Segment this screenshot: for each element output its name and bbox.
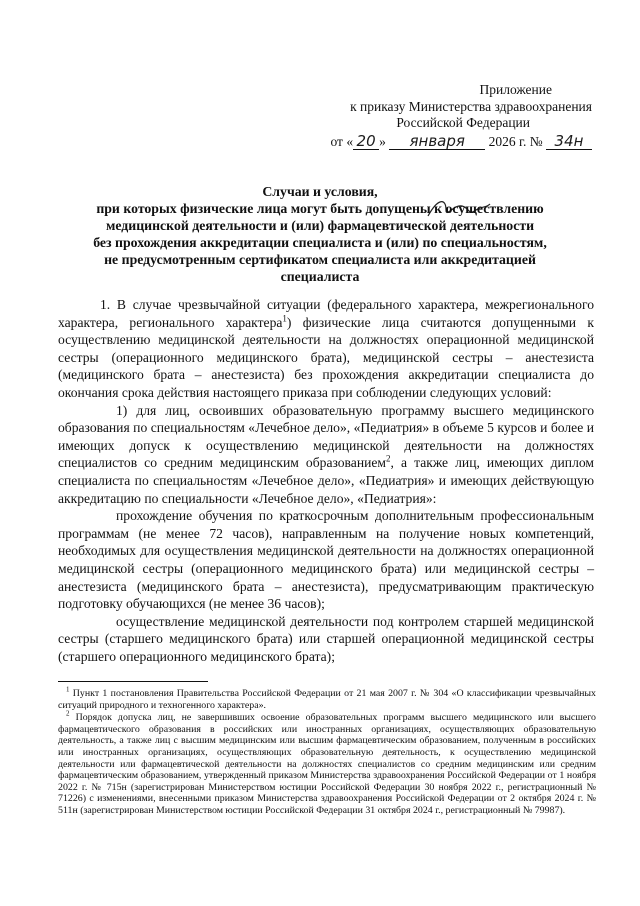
paragraph-1 bbox=[58, 296, 594, 402]
appendix-header bbox=[292, 82, 592, 150]
footnote-text: Порядок допуска лиц, не завершивших освоение образовательных программ высшего медицинского или высшего фармацевтического образования в российских или иностранных организациях, осуществляющих образовательную деятельность, а также лиц с высшим медицинским или высшим фармацевтическим образованием, полученным в российских или иностранных организациях, осуществляющих образовательную деятельность, к осуществлению медицинской деятельности или фармацевтической деятельности на должностях специалистов со средним медицинским или средним фармацевтическим образованием, утвержденный приказом Министерства здравоохранения Российской Федерации от 1 ноября 2022 г. № 715н (зарегистрирован Министерством юстиции Российской Федерации 30 ноября 2022 г., регистрационный № 71226) с изменениями, внесенными приказом Министерства здравоохранения Российской Федерации от 2 октября 2024 г. № 511н (зарегистрирован Министерством юстиции Российской Федерации 31 октября 2024 г., регистрационный № 79987). bbox=[58, 712, 596, 816]
ministry-name: Российской Федерации bbox=[396, 115, 530, 130]
paragraph-text: ) физические лица считаются допущенными к осуществлению медицинской деятельности на должностях операционной медицинской сестры (операционного медицинского брата), медицинской сестры – анестезиста (медицинского брата – анестезиста) без прохождения аккредитации специалиста до окончания срока действия настоящего приказа при соблюдении следующих условий: bbox=[58, 314, 594, 400]
footnote-ref-2[interactable]: 2 bbox=[386, 453, 391, 464]
paragraph-text: 1. В случае чрезвычайной ситуации (федерального характера, межрегионального характера, регионального характера bbox=[58, 297, 594, 330]
title-line: медицинской деятельности и (или) фармацевтической деятельности bbox=[105, 218, 535, 233]
footnote-text: Пункт 1 постановления Правительства Российской Федерации от 21 мая 2007 г. № 304 «О классификации чрезвычайных ситуаций природного и техногенного характера». bbox=[58, 688, 596, 711]
footnote-2 bbox=[58, 709, 596, 816]
title-line: при которых физические лица могут быть допущены к осуществлению bbox=[96, 201, 544, 216]
paragraph-4: осуществление медицинской деятельности под контролем старшей медицинской сестры (старшего медицинского брата) или старшей операционной медицинской сестры (старшего операционного медицинского брата); bbox=[58, 613, 594, 664]
title-line: Случаи и условия, bbox=[262, 184, 378, 199]
paragraph-text: 1) для лиц, освоивших образовательную программу высшего медицинского образования по специальностям «Лечебное дело», «Педиатрия» в объеме 5 курсов и более и имеющих допуск к осуществлению медицинской деятельности на должностях специалистов со средним медицинским образованием bbox=[58, 402, 594, 471]
order-year: 2026 г. № bbox=[488, 133, 543, 149]
paragraph-text: , а также лиц, имеющих диплом специалиста по специальностям «Лечебное дело», «Педиатрия» и имеющих действующую аккредитацию по специальности «Лечебное дело», «Педиатрия»: bbox=[58, 455, 594, 506]
footnote-number: 2 bbox=[66, 709, 70, 718]
title-line: не предусмотренным сертификатом специалиста или аккредитацией bbox=[104, 252, 536, 267]
document-body bbox=[58, 296, 594, 665]
order-date-line bbox=[292, 131, 592, 151]
footnote-divider bbox=[58, 681, 208, 682]
order-day: 20 bbox=[353, 134, 379, 150]
date-quote: » bbox=[379, 133, 386, 149]
paragraph-2 bbox=[58, 402, 594, 508]
footnote-number: 1 bbox=[66, 685, 70, 694]
order-number: 34н bbox=[546, 134, 592, 150]
order-reference: к приказу Министерства здравоохранения bbox=[350, 98, 592, 114]
title-line: специалиста bbox=[280, 269, 360, 284]
footnote-1 bbox=[58, 685, 596, 711]
title-line: без прохождения аккредитации специалиста и (или) по специальностям, bbox=[93, 235, 547, 250]
appendix-label: Приложение bbox=[479, 82, 552, 97]
date-prefix: от « bbox=[330, 133, 354, 149]
footnotes bbox=[58, 685, 596, 818]
footnote-ref-1[interactable]: 1 bbox=[282, 313, 287, 324]
paragraph-3: прохождение обучения по краткосрочным дополнительным профессиональным программам (не менее 72 часов), направленным на получение новых компетенций, необходимых для осуществления медицинской деятельности на должностях операционной медицинской сестры (операционного медицинского брата) или медицинской сестры – анестезиста (медицинского брата – анестезиста), предусматривающим практическую подготовку обучающихся (не менее 36 часов); bbox=[58, 508, 594, 612]
order-month: января bbox=[389, 134, 485, 150]
document-title bbox=[58, 183, 582, 285]
